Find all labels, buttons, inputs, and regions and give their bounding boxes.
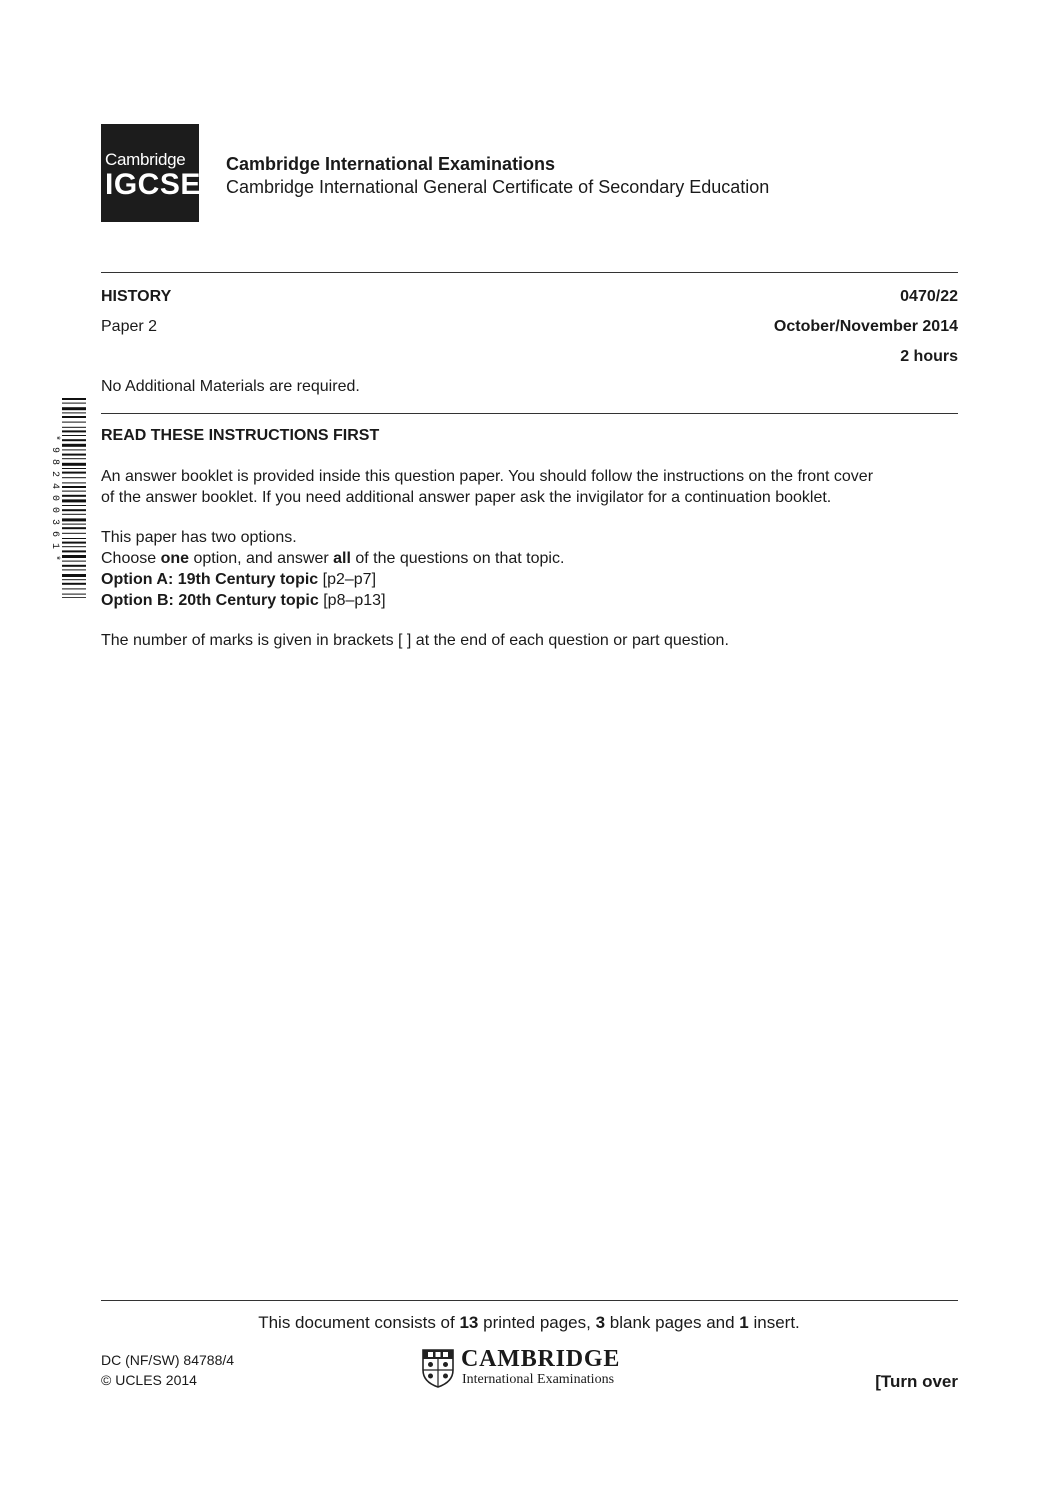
barcode-bar [62,509,86,511]
barcode-bar [62,550,86,552]
cambridge-wordmark-sub: International Examinations [462,1372,615,1387]
barcode-bar [62,412,86,413]
barcode-bar [62,588,86,589]
exam-code: 0470/22 [900,288,958,305]
barcode-bar [62,477,86,478]
logo-line2: IGCSE [105,168,201,201]
barcode-bar [62,561,86,562]
barcode-bar [62,468,86,469]
barcode-bar [62,454,86,456]
barcode-bar [62,569,86,570]
barcode-bar [62,472,86,474]
barcode-bar [62,486,86,488]
document-summary: This document consists of 13 printed pages, 3 blank pages and 1 insert. [258,1313,800,1332]
divider-top [101,272,958,273]
org-name: Cambridge International Examinations [226,154,556,174]
barcode-bar [62,407,86,410]
copyright: © UCLES 2014 [101,1372,197,1388]
barcode-bar [62,499,86,502]
barcode-bar [62,458,86,459]
barcode-bar [62,524,86,525]
barcode-bar [62,527,86,529]
barcode-bar [62,439,86,441]
instructions-line1: An answer booklet is provided inside this question paper. You should follow the instructions on the front cover [101,468,874,485]
subject: HISTORY [101,288,172,305]
barcode-bar [62,430,86,432]
barcode-bar [62,505,86,506]
exam-session: October/November 2014 [773,318,958,335]
options-intro: This paper has two options. [101,529,297,546]
paper-number: Paper 2 [101,318,158,335]
barcode-text: * 9 8 2 4 0 0 3 6 1 * [49,434,60,562]
barcode-bar [62,538,86,539]
barcode-bar [62,491,86,492]
instructions-paragraph [101,466,961,508]
barcode-bar [62,449,86,450]
marks-note: The number of marks is given in brackets [ ] at the end of each question or part question. [101,632,729,649]
barcode-bar [62,427,86,428]
barcode-bar [62,403,86,404]
instructions-line2: of the answer booklet. If you need additional answer paper ask the invigilator for a continuation booklet. [101,489,832,506]
barcode-bar [62,518,86,521]
barcode-bar [62,482,86,483]
barcode-bar [62,416,86,418]
barcode-bar [62,514,86,515]
logo-line1: Cambridge [105,150,186,169]
materials-note: No Additional Materials are required. [101,378,360,395]
choose-line: Choose one option, and answer all of the questions on that topic. [101,550,565,567]
barcode-bar [62,463,86,466]
barcode-bar [62,574,86,577]
option-b: Option B: 20th Century topic [p8–p13] [101,592,386,609]
option-a: Option A: 19th Century topic [p2–p7] [101,571,377,588]
divider-middle [101,413,958,414]
barcode-bar [62,533,86,534]
barcode-bar [62,594,86,595]
cambridge-wordmark: CAMBRIDGE [461,1346,621,1372]
cambridge-crest-icon [421,1348,455,1388]
barcode-bar [62,422,86,423]
barcode-bar [62,579,86,580]
turn-over: [Turn over [875,1372,958,1391]
barcode-bar [62,546,86,547]
document-reference: DC (NF/SW) 84788/4 [101,1352,235,1368]
divider-bottom [101,1300,958,1301]
cambridge-igcse-logo [101,124,199,222]
barcode-bar [62,555,86,558]
barcode-bar [62,435,86,436]
barcode-bar [62,583,86,585]
barcode-bar [62,565,86,567]
barcode-bar [62,398,86,400]
options-block [101,527,961,611]
barcode [44,398,86,598]
barcode-bar [62,444,86,447]
instructions-heading: READ THESE INSTRUCTIONS FIRST [101,427,380,444]
barcode-bar [62,597,86,598]
barcode-bar [62,495,86,497]
exam-duration: 2 hours [900,348,958,365]
certificate-name: Cambridge International General Certificate of Secondary Education [226,177,770,197]
barcode-bar [62,542,86,544]
